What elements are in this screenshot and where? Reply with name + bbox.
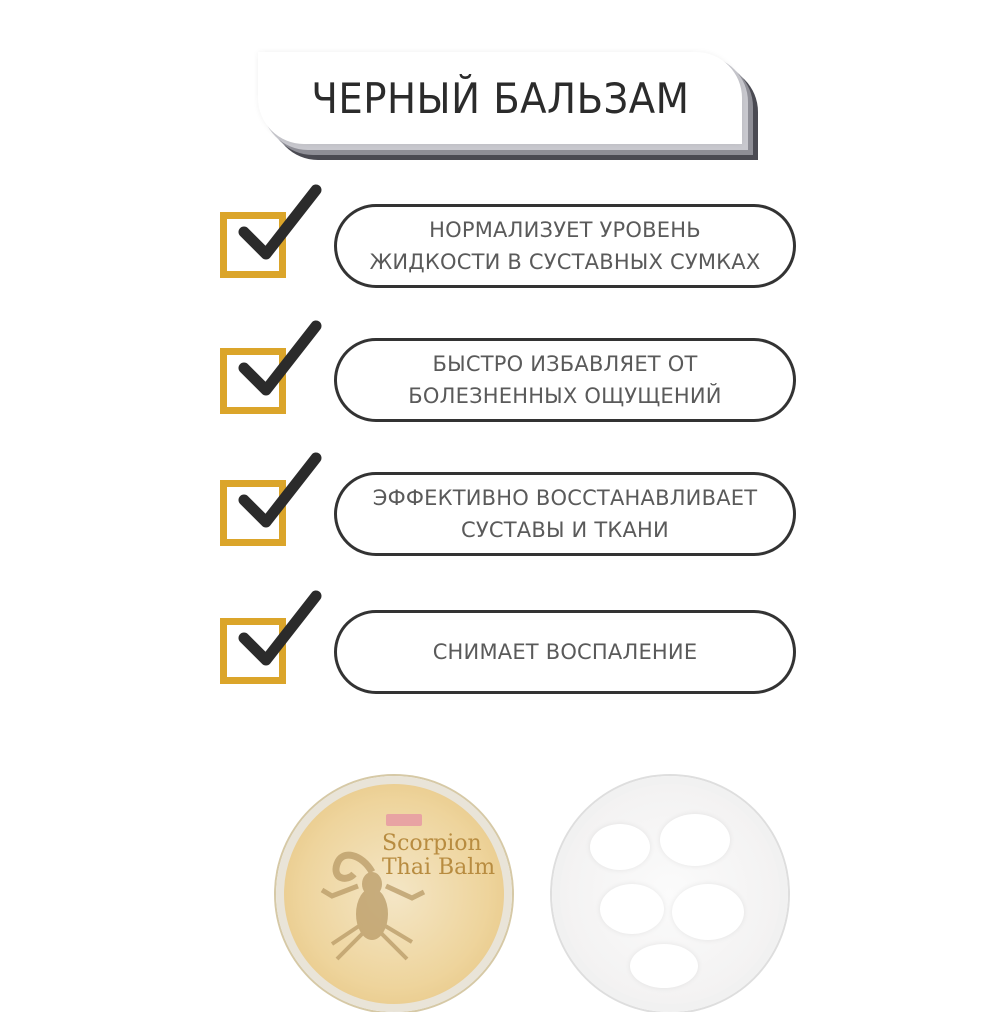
- title-banner-face: [258, 52, 742, 144]
- benefit-pill: [334, 472, 796, 556]
- check-mark-icon: [232, 588, 324, 680]
- balm-texture: [600, 884, 664, 934]
- check-mark-icon: [232, 450, 324, 542]
- benefit-text: СНИМАЕТ ВОСПАЛЕНИЕ: [432, 640, 698, 664]
- benefit-item: [218, 322, 798, 432]
- benefit-pill: [334, 338, 796, 422]
- product-tin-image: [276, 776, 512, 1012]
- product-name: Scorpion Thai Balm: [382, 831, 496, 880]
- balm-texture: [590, 824, 650, 870]
- balm-texture: [672, 884, 744, 940]
- benefit-text: НОРМАЛИЗУЕТ УРОВЕНЬ ЖИДКОСТИ В СУСТАВНЫХ СУМКАХ: [369, 218, 761, 274]
- balm-texture: [630, 944, 698, 988]
- benefit-item: [218, 188, 798, 298]
- balm-texture: [660, 814, 730, 866]
- title-banner: [258, 52, 758, 160]
- benefit-text: БЫСТРО ИЗБАВЛЯЕТ ОТ БОЛЕЗНЕННЫХ ОЩУЩЕНИЙ: [408, 352, 722, 408]
- benefit-item: [218, 456, 798, 566]
- product-open-image: [552, 776, 788, 1012]
- benefit-text: ЭФФЕКТИВНО ВОССТАНАВЛИВАЕТ СУСТАВЫ И ТКАНИ: [372, 486, 758, 542]
- benefit-pill: [334, 610, 796, 694]
- check-mark-icon: [232, 182, 324, 274]
- benefit-item: [218, 590, 798, 700]
- benefit-pill: [334, 204, 796, 288]
- page-title: ЧЕРНЫЙ БАЛЬЗАМ: [310, 73, 690, 123]
- check-mark-icon: [232, 318, 324, 410]
